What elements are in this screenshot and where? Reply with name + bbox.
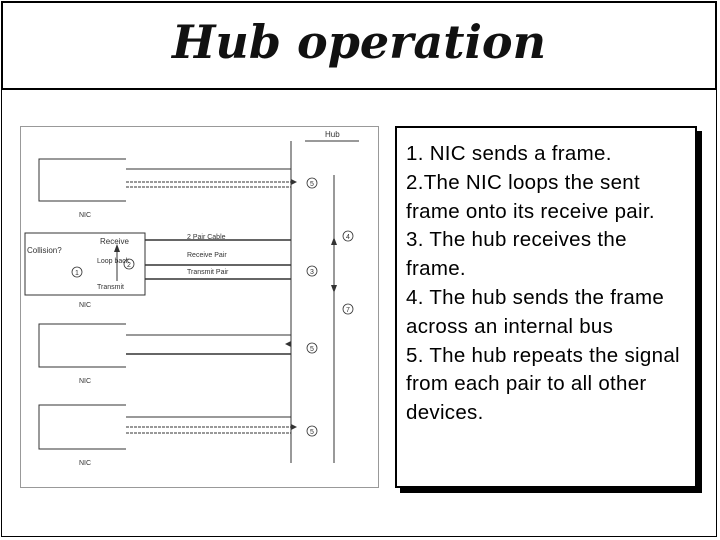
step-3: 3. The hub receives the frame. (406, 228, 627, 281)
hub-diagram (20, 126, 379, 488)
svg-text:5: 5 (310, 346, 314, 353)
transmit-label: Transmit (97, 284, 124, 291)
nic-sender (25, 233, 291, 309)
loop-back-label: Loop back (97, 258, 130, 265)
hub-label: Hub (325, 130, 340, 139)
nic-lower-1 (39, 324, 291, 385)
svg-text:5: 5 (310, 429, 314, 436)
steps-list (397, 128, 695, 428)
nic-label: NIC (79, 302, 92, 309)
nic-label: NIC (79, 212, 92, 219)
slide-title: Hub operation (171, 15, 547, 69)
receive-label: Receive (100, 237, 129, 246)
receive-pair-label: Receive Pair (187, 252, 227, 259)
title-banner (1, 1, 717, 90)
svg-text:2: 2 (127, 262, 131, 269)
marker-5-bottom (307, 426, 317, 436)
marker-5-top (307, 178, 317, 188)
svg-text:4: 4 (346, 234, 350, 241)
step-4: 4. The hub sends the frame across an internal bus (406, 285, 665, 338)
nic-lower-2 (39, 405, 297, 467)
hub-diagram-svg (21, 127, 380, 489)
marker-7 (343, 304, 353, 314)
step-5: 5. The hub repeats the signal from each pair to all other devices. (406, 343, 680, 425)
nic-label: NIC (79, 378, 92, 385)
marker-3 (307, 266, 317, 276)
nic-top (39, 159, 297, 219)
svg-text:3: 3 (310, 269, 314, 276)
pair-cable-label: 2 Pair Cable (187, 234, 226, 241)
step-1: 1. NIC sends a frame. (406, 142, 612, 165)
marker-5-middle (307, 343, 317, 353)
svg-text:7: 7 (346, 307, 350, 314)
svg-text:1: 1 (75, 270, 79, 277)
step-2: 2.The NIC loops the sent frame onto its receive pair. (406, 170, 655, 223)
nic-label: NIC (79, 460, 92, 467)
steps-panel (395, 126, 697, 488)
marker-4 (343, 231, 353, 241)
transmit-pair-label: Transmit Pair (187, 269, 229, 276)
marker-1 (72, 267, 82, 277)
svg-text:5: 5 (310, 181, 314, 188)
collision-label: Collision? (27, 246, 62, 255)
